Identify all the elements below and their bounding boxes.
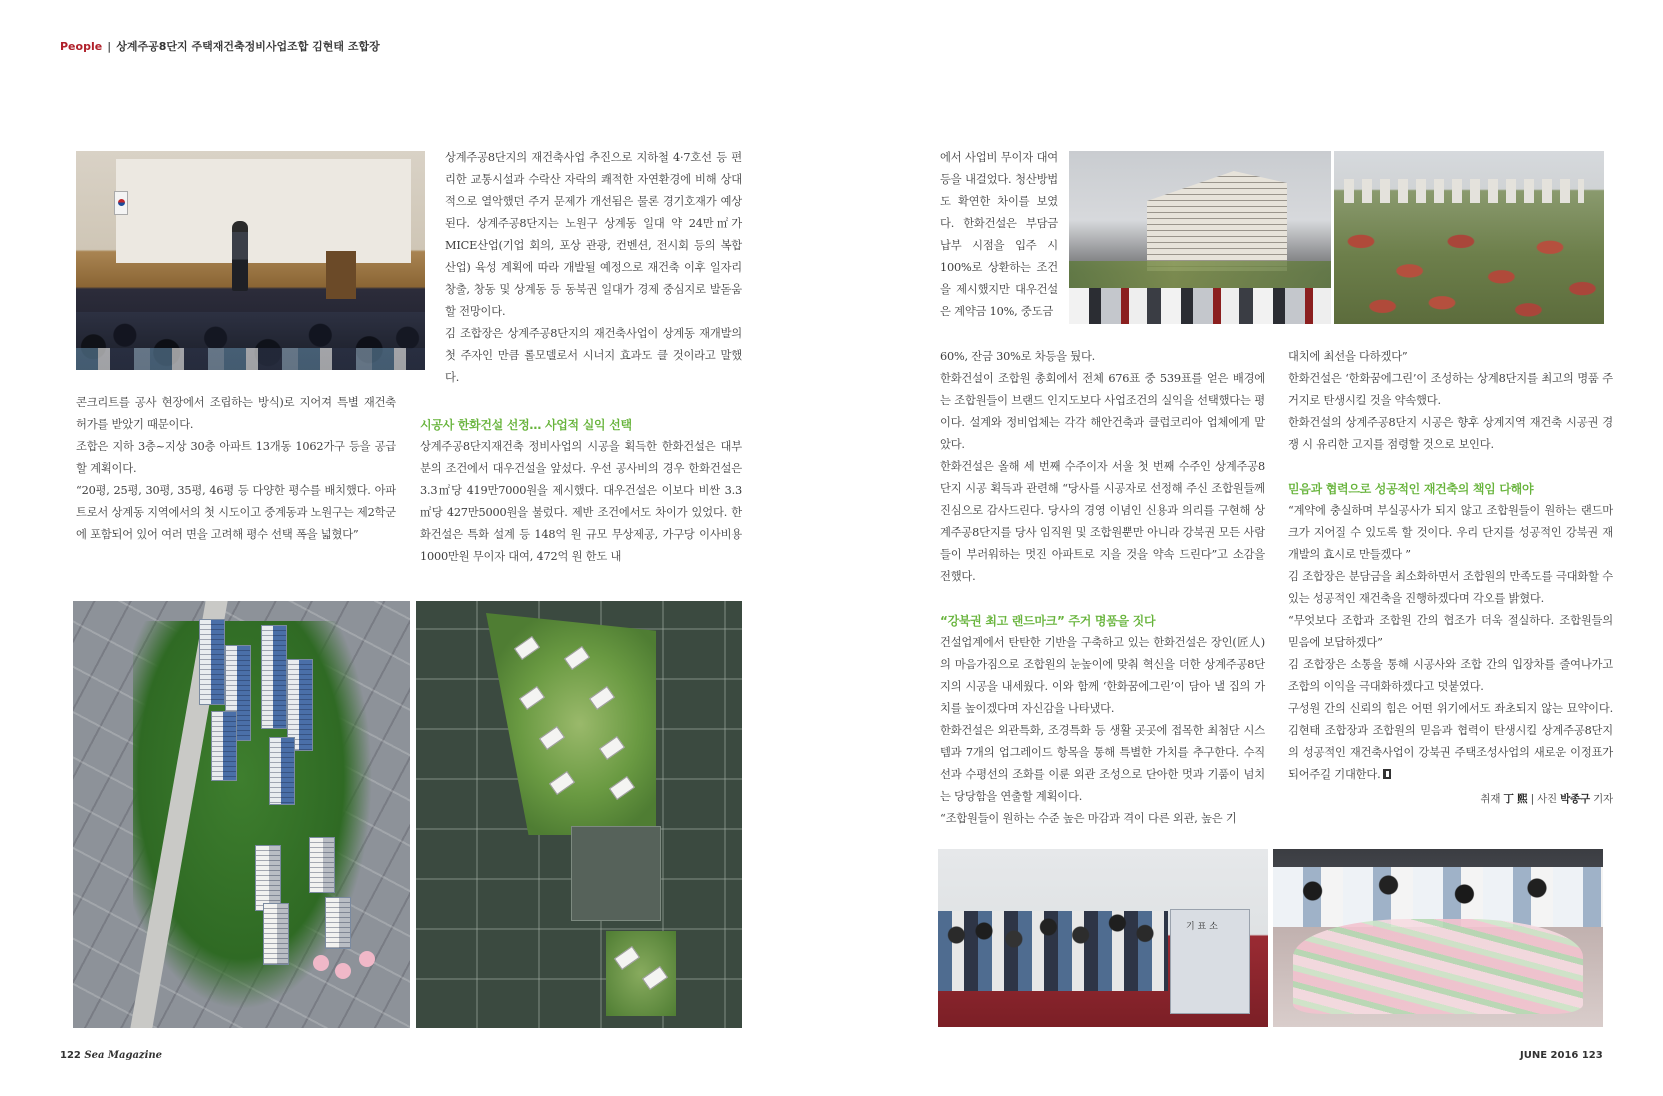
cherry-tree	[335, 963, 351, 979]
photo-apartment-parking	[1069, 151, 1331, 324]
column-1	[76, 392, 396, 546]
flag-icon	[114, 191, 128, 215]
end-mark-icon	[1383, 769, 1391, 779]
page-number-right: 123	[1581, 1050, 1603, 1061]
tower-building	[199, 619, 225, 705]
podium	[326, 251, 356, 299]
subheading: 믿음과 협력으로 성공적인 재건축의 책임 다해야	[1288, 482, 1534, 496]
subheading: 시공사 한화건설 선정… 사업적 실익 선택	[420, 418, 632, 432]
photo-label: | 사진	[1530, 793, 1557, 805]
photo-ballot-counting	[1273, 849, 1603, 1027]
paragraph: 한화건설이 조합원 총회에서 전체 676표 중 539표를 얻은 배경에는 조합원들이 브랜드 인지도보다 사업조건의 실익을 선택했다는 평이다. 설계와 정비업체는 각각 해안건축과 클럽코리아 업체에게 맡았다.	[940, 372, 1265, 451]
byline-suffix: 기자	[1593, 793, 1613, 805]
footer-left	[60, 1050, 162, 1061]
trees	[1069, 261, 1331, 291]
paragraph: “무엇보다 조합과 조합원 간의 협조가 더욱 절실하다. 조합원들의 믿음에 보답하겠다”	[1288, 614, 1613, 649]
header-separator: |	[107, 40, 112, 53]
section-label: People	[60, 40, 103, 53]
footer-right	[1520, 1050, 1603, 1061]
paragraph: 상계주공8단지재건축 정비사업의 시공을 획득한 한화건설은 대부분의 조건에서 대우건설을 앞섰다. 우선 공사비의 경우 한화건설은 3.3㎡당 419만7000원을 제시했다. 대우건설은 이보다 비싼 3.3㎡당 427만5000원을 불렀다. 제반 조건에서도 차이가 있었다. 한화건설은 특화 설계 등 148억 원 규모 무상제공, 가구당 이사비용 1000만원 무이자 대여, 472억 원 한도 내	[420, 440, 742, 563]
paragraph: 건설업계에서 탄탄한 기반을 구축하고 있는 한화건설은 장인(匠人)의 마음가짐으로 조합원의 눈높이에 맞춰 혁신을 더한 상계주공8단지의 시공을 내세웠다. 이와 함께 ‘한화꿈에그린’이 담아 낼 집의 가치를 높이겠다며 자신감을 나타냈다.	[940, 636, 1265, 715]
paragraph-text: 구성원 간의 신뢰의 힘은 어떤 위기에서도 좌초되지 않는 묘약이다. 김현태 조합장과 조합원의 믿음과 협력이 탄생시킬 상계주공8단지의 성공적인 재건축사업이 강북권 주택조성사업의 새로운 이정표가 되어주길 기대한다.	[1288, 702, 1613, 781]
page-number-left: 122	[60, 1050, 81, 1061]
photo-complex-rendering	[73, 601, 410, 1028]
paragraph: 조합은 지하 3층~지상 30층 아파트 13개동 1062가구 등을 공급할 계획이다.	[76, 440, 396, 475]
cherry-tree	[359, 951, 375, 967]
reporter-label: 취재	[1480, 793, 1501, 805]
photographer-name: 박종구	[1560, 793, 1590, 805]
paragraph: “20평, 25평, 30평, 35평, 46평 등 다양한 평수를 배치했다. 아파트로서 상계동 지역에서의 첫 시도이고 중계동과 노원구는 제2학군에 포함되어 있어 여러 면을 고려해 평수 선택 폭을 넓혔다”	[76, 484, 396, 541]
speaker-figure	[232, 221, 248, 291]
paragraph: “계약에 충실하며 부실공사가 되지 않고 조합원들이 원하는 랜드마크가 지어질 수 있도록 할 것이다. 우리 단지를 성공적인 강북권 재개발의 효시로 만들겠다 ”	[1288, 504, 1613, 561]
paragraph	[1288, 698, 1613, 786]
subheading: “강북권 최고 랜드마크” 주거 명품을 짓다	[940, 614, 1156, 628]
paragraph: 한화건설은 ‘한화꿈에그린’이 조성하는 상계8단지를 최고의 명품 주거지로 탄생시킬 것을 약속했다.	[1288, 372, 1613, 407]
paragraph: 콘크리트를 공사 현장에서 조립하는 방식)로 지어져 특별 재건축 허가를 받았기 때문이다.	[76, 396, 396, 431]
spacer	[1288, 456, 1613, 478]
tower-building	[325, 897, 351, 949]
paragraph: 에서 사업비 무이자 대여 등을 내걸었다. 청산방법도 확연한 차이를 보였다. 한화건설은 부담금 납부 시점을 입주 시 100%로 상환하는 조건을 제시했지만 대우건설은 계약금 10%, 중도금	[940, 151, 1058, 318]
header-title: 상계주공8단지 주택재건축정비사업조합 김현태 조합장	[116, 40, 380, 53]
tower-building	[309, 837, 335, 893]
paragraph: 대치에 최선을 다하겠다”	[1288, 350, 1408, 363]
column-2-bottom	[420, 414, 742, 568]
tower-building	[269, 737, 295, 805]
paragraph: 김 조합장은 분담금을 최소화하면서 조합원의 만족도를 극대화할 수 있는 성공적인 재건축을 진행하겠다며 각오를 밝혔다.	[1288, 570, 1613, 605]
column-3-narrow	[940, 147, 1058, 323]
adjacent-lot	[571, 826, 661, 921]
reporter-name: 丁 熙	[1503, 793, 1528, 805]
voters	[938, 911, 1168, 991]
tower-building	[261, 625, 287, 729]
cherry-tree	[313, 955, 329, 971]
distant-towers	[1344, 179, 1584, 203]
apartment-building	[1147, 171, 1287, 271]
photo-aerial-view	[1334, 151, 1604, 324]
ballot-piles	[1293, 919, 1583, 1014]
counting-staff	[1273, 867, 1603, 927]
column-4	[1288, 346, 1613, 810]
photo-voting-hall	[938, 849, 1268, 1027]
stage-screen	[116, 159, 411, 263]
paragraph: 60%, 잔금 30%로 차등을 뒀다.	[940, 350, 1096, 363]
column-2-top	[445, 147, 742, 389]
parked-cars	[1069, 288, 1331, 324]
audience-shirts	[76, 348, 425, 370]
paragraph: 김 조합장은 상계주공8단지의 재건축사업이 상계동 재개발의 첫 주자인 만큼 롤모델로서 시너지 효과도 클 것이라고 말했다.	[445, 327, 742, 384]
page-header	[60, 38, 380, 54]
spacer	[940, 588, 1265, 610]
tower-building	[263, 903, 289, 965]
byline	[1288, 788, 1613, 810]
column-3	[940, 346, 1265, 830]
tower-building	[211, 711, 237, 781]
paragraph: “조합원들이 원하는 수준 높은 마감과 격이 다른 외관, 높은 기	[940, 812, 1237, 825]
booth-sign: 기 표 소	[1186, 922, 1218, 932]
paragraph: 김 조합장은 소통을 통해 시공사와 조합 간의 입장차를 줄여나가고 조합의 이익을 극대화하겠다고 덧붙였다.	[1288, 658, 1613, 693]
paragraph: 한화건설은 올해 세 번째 수주이자 서울 첫 번째 수주인 상계주공8단지 시공 획득과 관련해 “당사를 시공자로 선정해 주신 조합원들께 진심으로 감사드린다. 당사의 경영 이념인 신용과 의리를 구현해 상계주공8단지를 당사 임직원 및 조합원뿐만 아니라 강북권 모든 사람들이 부러워하는 멋진 아파트로 지을 것을 약속 드린다”고 소감을 전했다.	[940, 460, 1265, 583]
photo-site-plan	[416, 601, 742, 1028]
issue-date: JUNE 2016	[1520, 1050, 1579, 1061]
magazine-name: Sea Magazine	[84, 1050, 163, 1061]
paragraph: 한화건설은 외관특화, 조경특화 등 생활 곳곳에 접목한 최첨단 시스템과 7개의 업그레이드 항목을 통해 특별한 가치를 추구한다. 수직선과 수평선의 조화를 이룬 외관 조성으로 단아한 멋과 기품이 넘치는 당당함을 연출할 계획이다.	[940, 724, 1265, 803]
red-roofs	[1334, 206, 1604, 324]
paragraph: 한화건설의 상계주공8단지 시공은 향후 상계지역 재건축 시공권 경쟁 시 유리한 고지를 점령할 것으로 보인다.	[1288, 416, 1613, 451]
photo-auditorium-speech	[76, 151, 425, 370]
paragraph: 상계주공8단지의 재건축사업 추진으로 지하철 4·7호선 등 편리한 교통시설과 수락산 자락의 쾌적한 자연환경에 비해 상대적으로 열악했던 주거 문제가 개선됨은 물론 경기호재가 예상된다. 상계주공8단지는 노원구 상계동 일대 약 24만㎡가 MICE산업(기업 회의, 포상 관광, 컨벤션, 전시회 등의 복합 산업) 육성 계획에 따라 개발될 예정으로 재건축 이후 일자리 창출, 창동 및 상계동 등 동북권 일대가 경제 중심지로 발돋움할 전망이다.	[445, 151, 742, 318]
tower-building	[255, 845, 281, 911]
